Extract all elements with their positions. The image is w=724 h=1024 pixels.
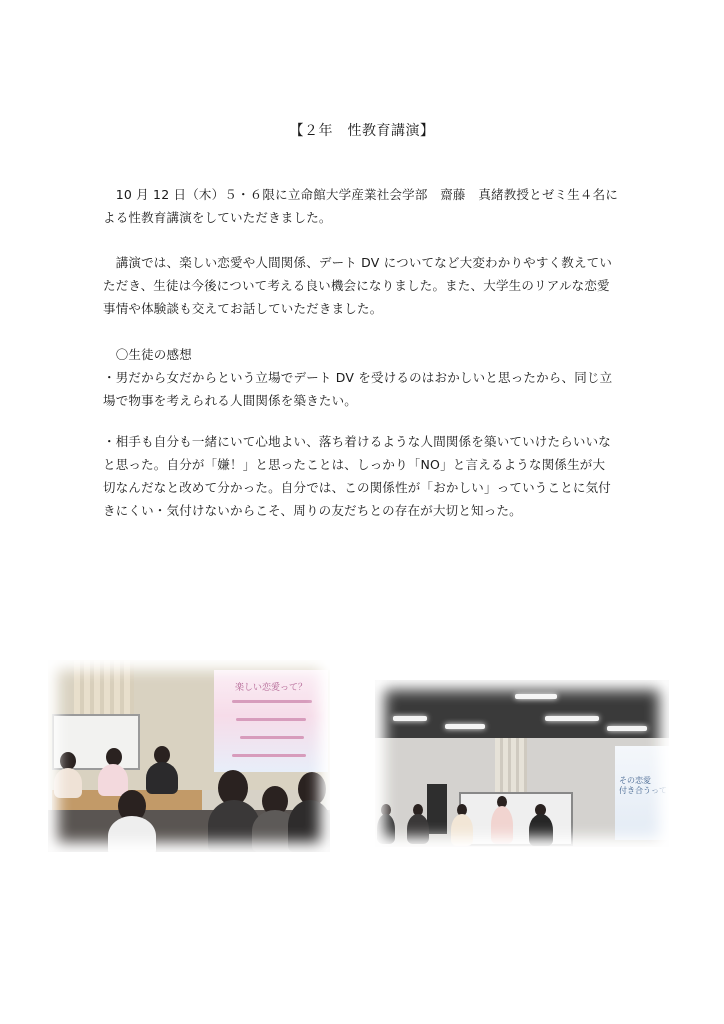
- speaker: [54, 768, 82, 798]
- presenter: [529, 814, 553, 846]
- presenter: [407, 814, 429, 844]
- text-line: ・男だから女だからという立場でデート DV を受けるのはおかしいと思ったから、同じ立: [103, 370, 613, 385]
- photo-projection-screen: [214, 670, 328, 772]
- lecture-photo-left: [48, 660, 330, 852]
- ceiling-light: [445, 724, 485, 729]
- paragraph-lecture: [103, 251, 638, 320]
- paragraph-intro: [103, 183, 638, 229]
- ceiling-light: [515, 694, 557, 699]
- text-line: きにくい・気付けないからこそ、周りの友だちとの存在が大切と知った。: [103, 503, 522, 518]
- text-line: 場で物事を考えられる人間関係を築きたい。: [103, 393, 358, 408]
- text-line: ただき、生徒は今後について考える良い機会になりました。また、大学生のリアルな恋愛: [103, 278, 610, 293]
- ceiling-light: [545, 716, 599, 721]
- photo-projection-screen: [615, 746, 669, 840]
- screen-line: [232, 754, 306, 757]
- text-line: ・相手も自分も一緒にいて心地よい、落ち着けるような人間関係を築いていけたらいいな: [103, 434, 612, 449]
- speaker: [98, 764, 128, 796]
- presenter: [491, 806, 513, 844]
- presenter: [451, 814, 473, 846]
- photo-whiteboard: [459, 792, 573, 846]
- photo-door: [427, 784, 447, 834]
- text-line: 講演では、楽しい恋愛や人間関係、デート DV についてなど大変わかりやすく教えてい: [103, 255, 613, 270]
- screen-line: [236, 718, 306, 721]
- ceiling-light: [393, 716, 427, 721]
- audience-member: [288, 800, 330, 852]
- text-line: 事情や体験談も交えてお話していただきました。: [103, 301, 383, 316]
- text-line: よる性教育講演をしていただきました。: [103, 210, 332, 225]
- screen-line: [240, 736, 304, 739]
- screen-text: その恋愛 付き合うって: [619, 776, 667, 795]
- screen-line: [232, 700, 312, 703]
- text-line: 〇生徒の感想: [103, 347, 192, 362]
- text-line: 10 月 12 日（木）５・６限に立命館大学産業社会学部 齋藤 真緒教授とゼミ生４名に: [103, 187, 619, 202]
- speaker: [146, 762, 178, 794]
- text-line: と思った。自分が「嫌！」と思ったことは、しっかり「NO」と言えるような関係生が大: [103, 457, 606, 472]
- audience-member: [108, 816, 156, 852]
- text-line: 切なんだなと改めて分かった。自分では、この関係性が「おかしい」っていうことに気付: [103, 480, 612, 495]
- paragraph-impressions-1: [103, 343, 638, 412]
- paragraph-impressions-2: [103, 430, 638, 522]
- lecture-photo-right: [375, 680, 669, 847]
- ceiling-light: [607, 726, 647, 731]
- presenter: [377, 814, 395, 844]
- page-title: 【２年 性教育講演】: [289, 123, 435, 139]
- photo-curtain: [74, 660, 134, 720]
- screen-title: 楽しい恋愛って？: [234, 683, 307, 693]
